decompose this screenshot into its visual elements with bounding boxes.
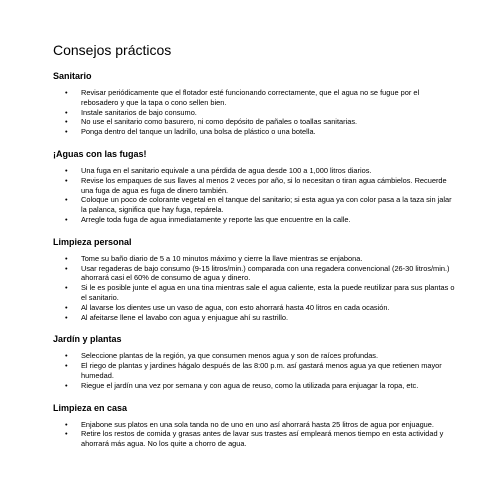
list-item-text: No use el sanitario como basurero, ni como depósito de pañales o toallas sanitarias. <box>81 117 358 127</box>
list-item <box>53 351 455 361</box>
list-item <box>53 429 455 449</box>
list-item-text: Revise los empaques de sus llaves al menos 2 veces por año, si lo necesitan o tiran agua cámbielos. Recuerde una fuga de agua es fuga de dinero también. <box>81 175 447 195</box>
list-item-text: Revisar periódicamente que el flotador esté funcionando correctamente, que el agua no se fugue por el rebosadero y que la tapa o cono sellen bien. <box>81 88 420 107</box>
list-item-text: Retire los restos de comida y grasas antes de lavar sus trastes así empleará menos tiempo en esta actividad y ahorrará más agua. No los quite a chorro de agua. <box>81 429 444 449</box>
list-item-text: Si le es posible junte el agua en una tina mientras sale el agua caliente, esta la puede reutilizar para sus plantas o el sanitario. <box>81 283 455 302</box>
list-item-text: Tome su baño diario de 5 a 10 minutos máximo y cierre la llave mientras se enjabona. <box>81 253 363 263</box>
section-heading: ¡Aguas con las fugas! <box>53 148 147 159</box>
list-item-text: El riego de plantas y jardines hágalo después de las 8:00 p.m. así gastará menos agua ya que retienen mayor humedad. <box>81 361 442 380</box>
bullet-icon: • <box>65 302 68 312</box>
list-item-text: Usar regaderas de bajo consumo (9-15 litros/min.) comparada con una regadera convencional (26-30 litros/min.) ahorrará casi el 60% de consumo de agua y dinero. <box>81 263 450 283</box>
list-item <box>53 176 455 196</box>
list-item-text: Enjabone sus platos en una sola tanda no de uno en uno así ahorrará hasta 25 litros de agua por enjuague. <box>81 419 434 429</box>
bullet-icon: • <box>65 312 68 322</box>
bullet-icon: • <box>65 214 68 224</box>
bullet-icon: • <box>65 351 68 361</box>
bullet-list <box>53 254 455 323</box>
list-item <box>53 361 455 381</box>
list-item <box>53 381 455 391</box>
list-item <box>53 313 455 323</box>
list-item-text: Al lavarse los dientes use un vaso de agua, con esto ahorrará hasta 40 litros en cada ocasión. <box>81 302 390 312</box>
bullet-list <box>53 351 455 390</box>
list-item <box>53 264 455 284</box>
bullet-icon: • <box>65 253 68 263</box>
bullet-icon: • <box>65 117 68 127</box>
bullet-icon: • <box>65 429 68 439</box>
list-item <box>53 88 455 108</box>
bullet-icon: • <box>65 88 68 97</box>
list-item <box>53 420 455 430</box>
list-item <box>53 215 455 225</box>
section-heading: Sanitario <box>53 71 92 81</box>
bullet-list <box>53 88 455 137</box>
bullet-list <box>53 166 455 225</box>
bullet-icon: • <box>65 165 68 175</box>
bullet-icon: • <box>65 361 68 371</box>
sections-container <box>53 71 455 449</box>
list-item <box>53 127 455 137</box>
list-item <box>53 254 455 264</box>
document-title: Consejos prácticos <box>53 42 172 58</box>
bullet-icon: • <box>65 283 68 293</box>
section-heading: Jardín y plantas <box>53 334 122 345</box>
list-item-text: Coloque un poco de colorante vegetal en el tanque del sanitario; si esta agua ya con color pasa a la taza sin jalar la palanca, significa que hay fuga, repárela. <box>81 195 452 215</box>
section-heading: Limpieza personal <box>53 236 132 247</box>
list-item-text: Seleccione plantas de la región, ya que consumen menos agua y son de raíces profundas. <box>81 351 379 361</box>
bullet-icon: • <box>65 419 68 429</box>
list-item-text: Una fuga en el sanitario equivale a una pérdida de agua desde 100 a 1,000 litros diarios. <box>81 165 372 175</box>
list-item <box>53 117 455 127</box>
list-item <box>53 303 455 313</box>
section-heading: Limpieza en casa <box>53 402 128 413</box>
bullet-icon: • <box>65 195 68 205</box>
bullet-icon: • <box>65 175 68 185</box>
list-item-text: Ponga dentro del tanque un ladrillo, una bolsa de plástico o una botella. <box>81 127 316 137</box>
list-item-text: Al afeitarse llene el lavabo con agua y enjuague ahí su rastrillo. <box>81 312 289 322</box>
list-item <box>53 283 455 303</box>
list-item <box>53 195 455 215</box>
list-item-text: Instale sanitarios de bajo consumo. <box>81 107 197 117</box>
list-item-text: Arregle toda fuga de agua inmediatamente y reporte las que encuentre en la calle. <box>81 214 351 224</box>
list-item <box>53 108 455 118</box>
bullet-icon: • <box>65 107 68 117</box>
bullet-icon: • <box>65 127 68 137</box>
bullet-icon: • <box>65 263 68 273</box>
bullet-icon: • <box>65 380 68 390</box>
bullet-list <box>53 420 455 449</box>
list-item <box>53 166 455 176</box>
list-item-text: Riegue el jardín una vez por semana y con agua de reuso, como la utilizada para enjuagar la ropa, etc. <box>81 380 419 390</box>
